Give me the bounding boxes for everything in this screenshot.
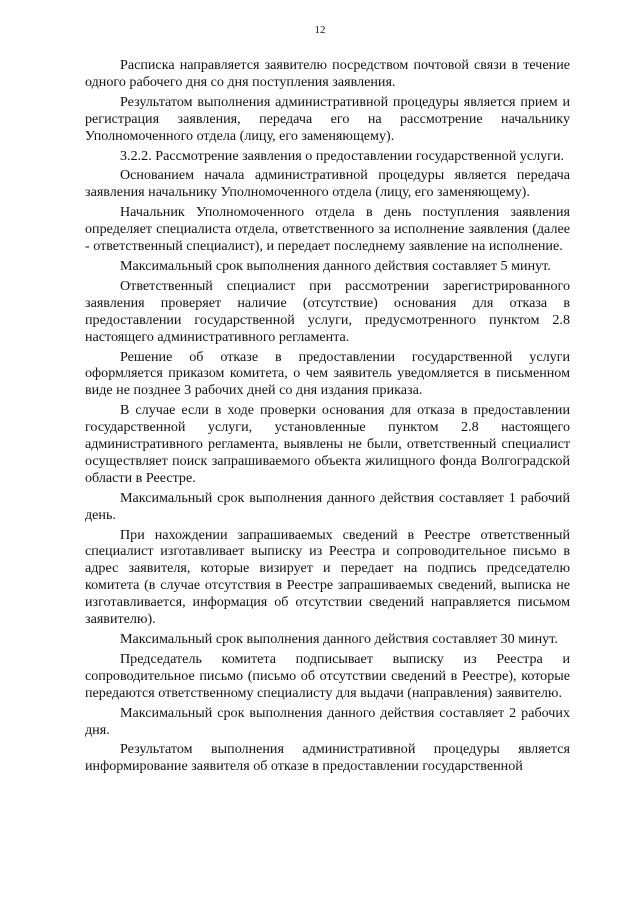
paragraph-receipt: Расписка направляется заявителю посредством почтовой связи в течение одного рабочего дня со дня поступления заявления. <box>85 57 570 90</box>
paragraph-registry-search: В случае если в ходе проверки основания для отказа в предоставлении государственной услуги, установленные пунктом 2.8 настоящего административного регламента, выявлены не были, ответственный специалист осуществляет поиск запрашиваемого объекта жилищного фонда Волгоградской области в Реестре. <box>85 402 570 486</box>
paragraph-deadline-2-days: Максимальный срок выполнения данного действия составляет 2 рабочих дня. <box>85 704 570 738</box>
paragraph-extract-preparation: При нахождении запрашиваемых сведений в Реестре ответственный специалист изготавливает выписку из Реестра и сопроводительное письмо в адрес заявителя, которые визирует и передает на подпись председателю комитета (в случае отсутствия в Реестре запрашиваемых сведений, выписка не изготавливается, информация об отсутствии сведений направляется письмом заявителю). <box>85 526 570 628</box>
section-heading-3-2-2: 3.2.2. Рассмотрение заявления о предоставлении государственной услуги. <box>120 147 565 164</box>
page-body <box>85 57 570 778</box>
page-number: 12 <box>314 24 326 36</box>
paragraph-deadline-30-minutes: Максимальный срок выполнения данного действия составляет 30 минут. <box>120 631 558 647</box>
paragraph-deadline-1-day: Максимальный срок выполнения данного действия составляет 1 рабочий день. <box>85 489 570 523</box>
paragraph-final-result: Результатом выполнения административной процедуры является информирование заявителя об отказе в предоставлении государственной <box>85 741 570 775</box>
paragraph-specialist-check: Ответственный специалист при рассмотрении зарегистрированного заявления проверяет наличие (отсутствие) основания для отказа в предоставлении государственной услуги, предусмотренного пунктом 2.8 настоящего административного регламента. <box>85 277 570 345</box>
paragraph-procedure-result: Результатом выполнения административной процедуры является прием и регистрация заявления, передача его на рассмотрение начальнику Уполномоченного отдела (лицу, его заменяющему). <box>85 93 570 144</box>
paragraph-procedure-basis: Основанием начала административной процедуры является передача заявления начальнику Уполномоченного отдела (лицу, его заменяющему). <box>85 167 570 201</box>
paragraph-head-assigns: Начальник Уполномоченного отдела в день поступления заявления определяет специалиста отдела, ответственного за исполнение заявления (далее - ответственный специалист), и передает последнему заявление на исполнение. <box>85 204 570 255</box>
paragraph-deadline-5-minutes: Максимальный срок выполнения данного действия составляет 5 минут. <box>120 257 551 274</box>
paragraph-refusal-decision: Решение об отказе в предоставлении государственной услуги оформляется приказом комитета, о чем заявитель уведомляется в письменном виде не позднее 3 рабочих дней со дня издания приказа. <box>85 348 570 399</box>
paragraph-chairman-signs: Председатель комитета подписывает выписку из Реестра и сопроводительное письмо (письмо об отсутствии сведений в Реестре), которые передаются ответственному специалисту для выдачи (направления) заявителю. <box>85 650 570 701</box>
